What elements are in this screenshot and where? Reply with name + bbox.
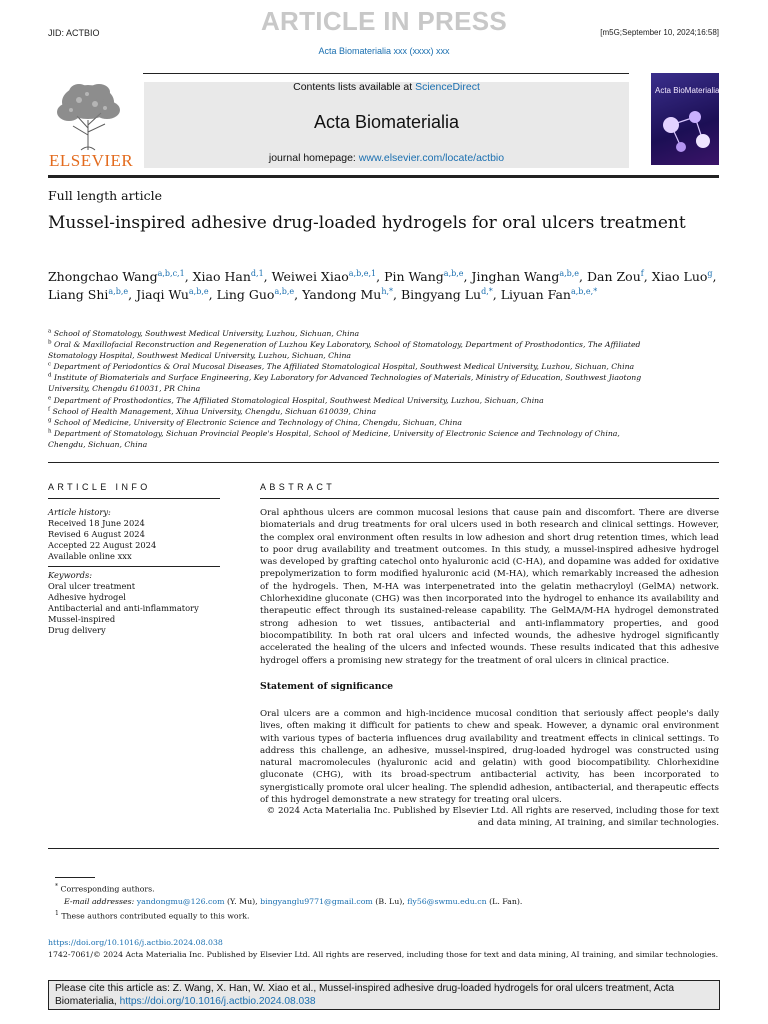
equal-contribution-note: $^1$ These authors contributed equally to this work.: [55, 910, 250, 921]
author[interactable]: Dan Zou$^f$: [587, 268, 644, 284]
journal-id: JID: ACTBIO: [48, 28, 100, 38]
abstract-bottom-rule: [48, 848, 719, 849]
abstract-heading: ABSTRACT: [260, 482, 336, 492]
author[interactable]: Xiao Luo$^g$: [651, 268, 713, 284]
affiliation: $^e$ Department of Prosthodontics, The Affiliated Stomatological Hospital, Southwest Medical University, Luzhou, Sichuan, China: [48, 395, 544, 405]
footnotes: [55, 881, 715, 923]
journal-homepage-line: [144, 152, 629, 164]
email-link[interactable]: yandongmu@126.com: [136, 896, 225, 906]
author[interactable]: Bingyang $Lu^{d,*}$: [400, 286, 493, 302]
affiliation-rule: [48, 462, 719, 463]
keyword: Adhesive hydrogel: [48, 592, 126, 603]
elsevier-logo-text: ELSEVIER: [49, 151, 134, 170]
email-link[interactable]: bingyanglu9771@gmail.com: [260, 896, 373, 906]
keywords-label: Keywords:: [48, 570, 93, 580]
abstract-rule: [260, 498, 719, 499]
article-history: [48, 507, 220, 562]
homepage-prefix: journal homepage:: [268, 152, 359, 164]
keyword-list: [48, 570, 220, 637]
history-label: Article history:: [48, 507, 111, 517]
history-date: Available online xxx: [48, 551, 132, 562]
journal-name: Acta Biomaterialia: [313, 112, 460, 132]
article-in-press-banner: ARTICLE IN PRESS: [260, 6, 508, 36]
affiliation: $^g$ School of Medicine, University of Electronic Science and Technology of China, Chengdu, Sichuan, China: [48, 417, 462, 427]
affiliation: $^c$ Department of Periodontics & Oral Mucosal Diseases, The Affiliated Stomatological Hospital, Southwest Medical University, Luzhou, Sichuan, China: [48, 361, 635, 372]
contents-prefix: Contents lists available at: [293, 81, 416, 93]
keyword: Mussel-inspired: [48, 614, 116, 625]
elsevier-tree-logo-icon: [49, 80, 127, 152]
corresponding-note: * Corresponding authors.: [55, 883, 155, 894]
article-info-heading: ARTICLE INFO: [48, 482, 151, 492]
abstract-text: Oral aphthous ulcers are common mucosal lesions that cause pain and discomfort. There are diverse biomaterials and drug treatments for oral ulcers used in both research and clinical settings. However, the complex oral environment often results in low adhesion and short drug retention times, which lead to poor drug availability and treatment outcomes. In this study, a mussel-inspired adhesive hydrogel was developed by grafting catechol onto hyaluronic acid (C-HA), and dopamine was added for oxidative prepolymerization to form modified hyaluronic acid (M-HA), which remarkably increased the adhesion of the hydrogels. Then, M-HA was interpenetrated into the gelatin methacryloyl (GelMA) network. Chlorhexidine gluconate (CHG) was then incorporated into the hydrogel to enhance its availability and therapeutic effect through its sustained-release capability. The GelMA/M-HA hydrogel demonstrated strong adhesion to wet tissues, antibacterial and anti-inflammatory properties, and good biocompatibility. In both rat oral ulcers and infected wounds, the adhesive hydrogel significantly accelerated the healing of the ulcers and infected wounds. These results indicated that this adhesive hydrogel offers a promising new strategy for the treatment of oral ulcers in clinical practice.: [260, 508, 719, 666]
citation-doi-link[interactable]: https://doi.org/10.1016/j.actbio.2024.08.038: [119, 996, 316, 1007]
author[interactable]: Weiwei Xiao$^{a,b,e,1}$: [271, 268, 377, 284]
significance-text: Oral ulcers are a common and high-incidence mucosal condition that seriously affect people's daily lives, often making it difficult for patients to chew and speak. However, a dynamic oral environment with various types of bacteria influences drug availability and treatment effects in clinical settings. To address this challenge, an adhesive, mussel-inspired, drug-loaded hydrogel was constructed using natural macromolecules (hyaluronic acid and gelatin) with good biocompatibility. Chlorhexidine gluconate (CHG), with its broad-spectrum antibacterial activity, has been incorporated to synergistically promote oral ulcer healing. The splendid adhesion, antibacterial, and therapeutic effects of this hydrogel demonstrate a new strategy for treating oral ulcers.: [260, 709, 719, 806]
affiliation: $^d$ Institute of Biomaterials and Surface Engineering, Key Laboratory for Advanced Technologies of Materials, Ministry of Education, Southwest Jiaotong University, Chengdu 610031, PR China: [48, 372, 642, 394]
affiliation: $^h$ Department of Stomatology, Sichuan Provincial People's Hospital, School of Medicine, University of Electronic Science and Technology of China, Chengdu, Sichuan, China: [48, 428, 620, 449]
author[interactable]: Liang Shi$^{a,b,e}$: [48, 286, 129, 302]
affiliation: $^f$ School of Health Management, Xihua University, Chengdu, Sichuan 610039, China: [48, 406, 377, 416]
cover-title: Acta BioMaterialia: [655, 86, 720, 95]
history-date: Received 18 June 2024: [48, 518, 145, 529]
history-date: Accepted 22 August 2024: [48, 540, 157, 551]
article-type: Full length article: [48, 188, 163, 203]
author[interactable]: Zhongchao Wang$^{a,b,c,1}$: [48, 268, 185, 284]
keywords-rule: [48, 566, 220, 567]
author[interactable]: Jinghan Wang$^{a,b,e}$: [471, 268, 580, 284]
abstract-copyright: © 2024 Acta Materialia Inc. Published by Elsevier Ltd. All rights are reserved, including those for text and data mining, AI training, and similar technologies.: [266, 806, 719, 829]
sciencedirect-link[interactable]: ScienceDirect: [415, 81, 480, 93]
author[interactable]: Ling Guo$^{a,b,e}$: [216, 286, 295, 302]
journal-reference[interactable]: Acta Biomaterialia xxx (xxxx) xxx: [318, 46, 450, 56]
header-bottom-rule: [48, 175, 719, 178]
significance-heading: Statement of significance: [260, 681, 394, 692]
email-note: E-mail addresses: yandongmu@126.com (Y. Mu), bingyanglu9771@gmail.com (B. Lu), fly56@swmu.edu.cn (L. Fan).: [64, 896, 523, 906]
author-list: Zhongchao Wang$^{a,b,c,1}$, Xiao Han$^{d,1}$, Weiwei Xiao$^{a,b,e,1}$, Pin Wang$^{a,b,e}$, Jinghan Wang$^{a,b,e}$, Dan Zou$^f$, Xiao Luo$^g$, Liang Shi$^{a,b,e}$, Jiaqi Wu$^{a,b,e}$, Ling Guo$^{a,b,e}$, Yandong $Mu^{h,*}$, Bingyang $Lu^{d,*}$, Liyuan Fan$^{a,b,e,*}$: [48, 268, 717, 302]
build-stamp: [m5G;September 10, 2024;16:58]: [600, 28, 719, 37]
contents-available-line: [144, 81, 629, 93]
article-title: Mussel-inspired adhesive drug-loaded hydrogels for oral ulcers treatment: [48, 213, 686, 233]
author[interactable]: Xiao Han$^{d,1}$: [192, 268, 264, 284]
author[interactable]: Pin Wang$^{a,b,e}$: [384, 268, 464, 284]
author[interactable]: Jiaqi Wu$^{a,b,e}$: [136, 286, 209, 302]
keyword: Drug delivery: [48, 625, 106, 636]
affiliation-list: [48, 328, 648, 450]
journal-homepage-link[interactable]: www.elsevier.com/locate/actbio: [358, 152, 505, 164]
issn-copyright-line: 1742-7061/© 2024 Acta Materialia Inc. Published by Elsevier Ltd. All rights are reserved, including those for text and data mining, AI training, and similar technologies.: [48, 950, 719, 959]
keyword: Oral ulcer treatment: [48, 581, 136, 592]
article-info-rule: [48, 498, 220, 499]
email-link[interactable]: fly56@swmu.edu.cn: [407, 896, 487, 906]
footnote-rule: [55, 877, 95, 878]
citation-box: [48, 980, 720, 1010]
doi-link[interactable]: https://doi.org/10.1016/j.actbio.2024.08.038: [48, 938, 223, 947]
citation-text: Please cite this article as: Z. Wang, X. Han, W. Xiao et al., Mussel-inspired adhesive drug-loaded hydrogels for oral ulcers treatment, Acta Biomaterialia,: [55, 983, 675, 1007]
header-top-rule: [143, 73, 629, 74]
author[interactable]: Liyuan Fan$^{a,b,e,*}$: [500, 286, 598, 302]
keyword: Antibacterial and anti-inflammatory: [48, 603, 199, 614]
history-date: Revised 6 August 2024: [48, 529, 145, 540]
affiliation: $^b$ Oral & Maxillofacial Reconstruction and Regeneration of Luzhou Key Laboratory, School of Stomatology, Department of Prosthodontics, The Affiliated Stomatology Hospital, Southwest Medical University, Luzhou, Sichuan, China: [48, 339, 641, 361]
author[interactable]: Yandong $Mu^{h,*}$: [302, 286, 394, 302]
affiliation: $^a$ School of Stomatology, Southwest Medical University, Luzhou, Sichuan, China: [48, 328, 360, 338]
